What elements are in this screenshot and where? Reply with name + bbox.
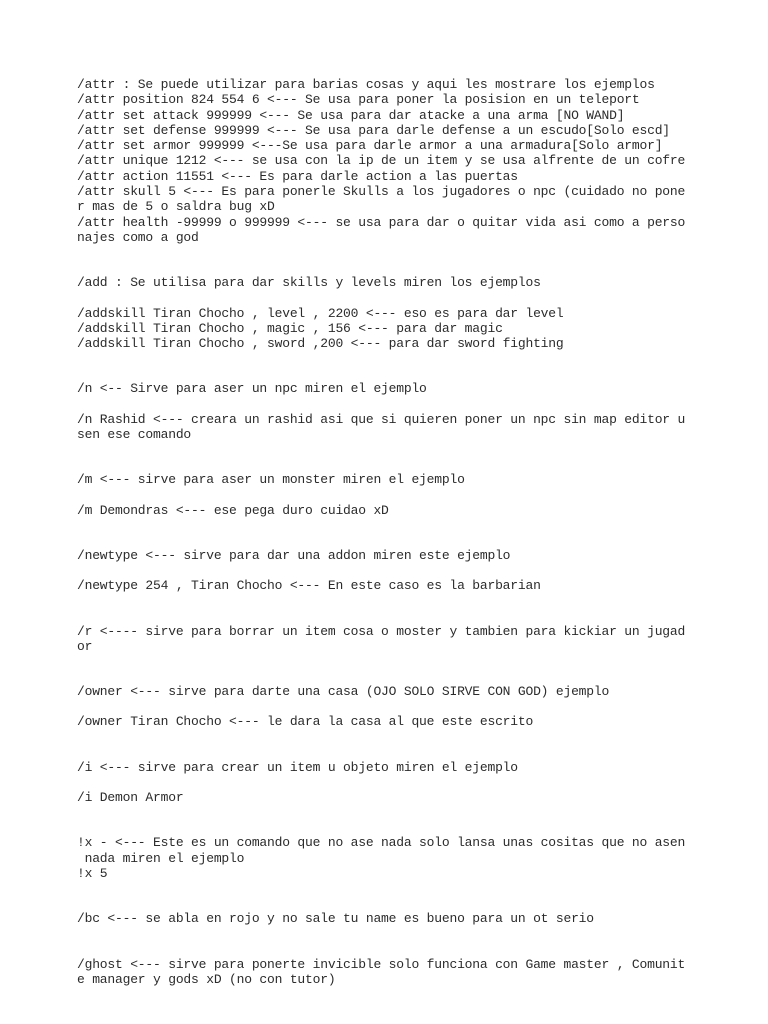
text-line: /n Rashid <--- creara un rashid asi que si quieren poner un npc sin map editor u [77, 411, 686, 427]
bc-section [77, 911, 757, 926]
spacer [77, 245, 757, 275]
spacer [77, 351, 757, 381]
spacer [77, 730, 757, 760]
text-line: /addskill Tiran Chocho , level , 2200 <--- eso es para dar level [77, 305, 564, 321]
monster-section [77, 472, 757, 518]
spacer [77, 805, 757, 835]
text-line: /attr : Se puede utilizar para barias cosas y aqui les mostrare los ejemplos [77, 77, 655, 92]
text-line: /m <--- sirve para aser un monster miren el ejemplo [77, 472, 465, 488]
text-line: /attr position 824 554 6 <--- Se usa para poner la posision en un teleport [77, 92, 640, 108]
text-line: /attr set attack 999999 <--- Se usa para dar atacke a una arma [NO WAND] [77, 107, 625, 123]
add-section [77, 275, 757, 351]
spacer [77, 594, 757, 624]
text-line: /bc <--- se abla en rojo y no sale tu name es bueno para un ot serio [77, 911, 594, 927]
spacer [77, 563, 757, 578]
x-section [77, 835, 757, 881]
attr-section [77, 77, 757, 245]
spacer [77, 881, 757, 911]
spacer [77, 775, 757, 790]
text-line: /attr action 11551 <--- Es para darle action a las puertas [77, 168, 518, 184]
remove-section [77, 624, 757, 655]
text-line: /owner Tiran Chocho <--- le dara la casa al que este escrito [77, 714, 534, 730]
text-line: /newtype <--- sirve para dar una addon miren este ejemplo [77, 547, 511, 563]
text-line: !x 5 [77, 865, 108, 881]
text-line: /newtype 254 , Tiran Chocho <--- En este caso es la barbarian [77, 578, 541, 594]
item-section [77, 760, 757, 806]
text-line: /addskill Tiran Chocho , sword ,200 <--- para dar sword fighting [77, 336, 564, 352]
text-line: /add : Se utilisa para dar skills y levels miren los ejemplos [77, 275, 541, 291]
text-line: or [77, 638, 93, 654]
text-line: najes como a god [77, 229, 199, 245]
text-line: sen ese comando [77, 427, 192, 443]
document-page [77, 77, 757, 987]
text-line: /owner <--- sirve para darte una casa (OJO SOLO SIRVE CON GOD) ejemplo [77, 684, 610, 700]
text-line: r mas de 5 o saldra bug xD [77, 199, 275, 215]
text-line: /i <--- sirve para crear un item u objeto miren el ejemplo [77, 759, 518, 775]
text-line: /m Demondras <--- ese pega duro cuidao xD [77, 502, 389, 518]
text-line: /r <---- sirve para borrar un item cosa o moster y tambien para kickiar un jugad [77, 623, 686, 639]
text-line: /attr skull 5 <--- Es para ponerle Skulls a los jugadores o npc (cuidado no pone [77, 184, 686, 200]
text-line: /attr set armor 999999 <---Se usa para darle armor a una armadura[Solo armor] [77, 138, 663, 154]
text-line: /attr health -99999 o 999999 <--- se usa para dar o quitar vida asi como a perso [77, 214, 686, 230]
text-line: e manager y gods xD (no con tutor) [77, 971, 336, 987]
text-line: /attr set defense 999999 <--- Se usa para darle defense a un escudo[Solo escd] [77, 122, 670, 138]
spacer [77, 699, 757, 714]
text-line: /attr unique 1212 <--- se usa con la ip de un item y se usa alfrente de un cofre [77, 153, 686, 169]
owner-section [77, 684, 757, 730]
spacer [77, 291, 757, 306]
text-line: !x - <--- Este es un comando que no ase nada solo lansa unas cositas que no asen [77, 835, 686, 851]
spacer [77, 442, 757, 472]
spacer [77, 397, 757, 412]
spacer [77, 927, 757, 957]
npc-section [77, 381, 757, 442]
text-line: nada miren el ejemplo [77, 850, 245, 866]
spacer [77, 488, 757, 503]
text-line: /n <-- Sirve para aser un npc miren el ejemplo [77, 381, 427, 397]
spacer [77, 654, 757, 684]
spacer [77, 518, 757, 548]
text-line: /addskill Tiran Chocho , magic , 156 <--- para dar magic [77, 320, 503, 336]
text-line: /i Demon Armor [77, 790, 184, 806]
text-line: /ghost <--- sirve para ponerte invicible solo funciona con Game master , Comunit [77, 956, 686, 972]
newtype-section [77, 548, 757, 594]
ghost-section [77, 957, 757, 988]
